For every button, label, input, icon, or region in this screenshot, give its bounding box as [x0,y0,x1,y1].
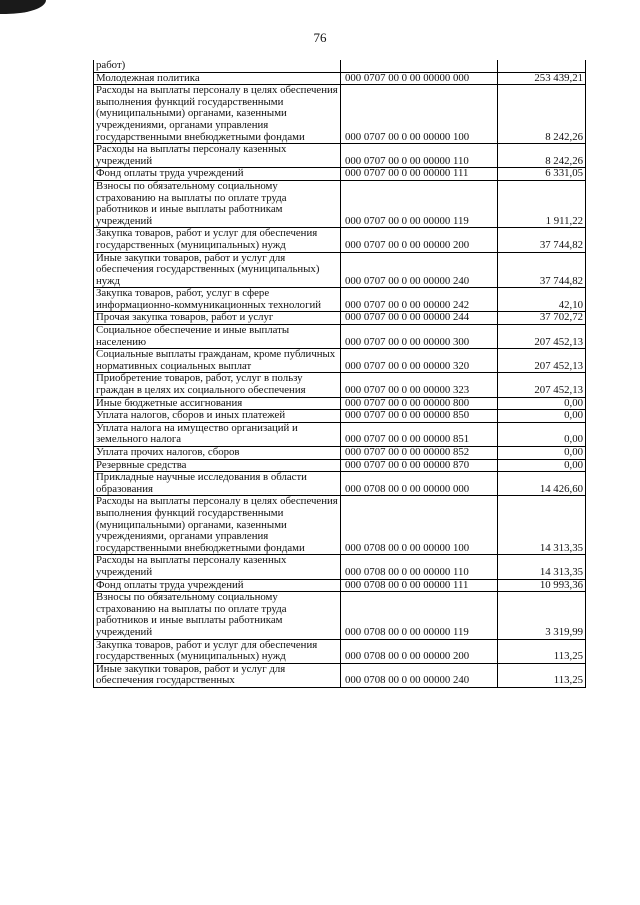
row-name: Взносы по обязательному социальному страхованию на выплаты по оплате труда работников и иные выплаты работникам учреждений [94,592,341,639]
row-amount: 8 242,26 [498,144,586,168]
table-row [94,397,586,410]
row-amount: 0,00 [498,410,586,423]
row-amount: 6 331,05 [498,168,586,181]
row-amount: 14 313,35 [498,555,586,579]
table-row [94,422,586,446]
table-row [94,85,586,144]
row-code: 000 0708 00 0 00 00000 240 [341,663,498,687]
row-code: 000 0707 00 0 00 00000 111 [341,168,498,181]
row-amount: 14 313,35 [498,496,586,555]
row-name: Фонд оплаты труда учреждений [94,579,341,592]
scan-corner-mark [0,0,46,14]
page-number: 76 [313,30,327,45]
row-amount: 113,25 [498,639,586,663]
row-code [341,60,498,72]
row-name: Иные закупки товаров, работ и услуг для обеспечения государственных [94,663,341,687]
row-amount: 207 452,13 [498,349,586,373]
row-name: Закупка товаров, работ и услуг для обеспечения государственных (муниципальных) нужд [94,228,341,252]
row-amount: 3 319,99 [498,592,586,639]
row-code: 000 0707 00 0 00 00000 000 [341,72,498,85]
row-code: 000 0707 00 0 00 00000 119 [341,180,498,227]
row-code: 000 0708 00 0 00 00000 110 [341,555,498,579]
budget-table-body [94,60,586,687]
row-name: Уплата налогов, сборов и иных платежей [94,410,341,423]
row-amount: 0,00 [498,447,586,460]
table-row [94,349,586,373]
row-code: 000 0708 00 0 00 00000 000 [341,472,498,496]
row-name: Молодежная политика [94,72,341,85]
table-row [94,447,586,460]
row-code: 000 0707 00 0 00 00000 240 [341,252,498,288]
table-row [94,555,586,579]
table-row [94,180,586,227]
table-row [94,312,586,325]
row-name: работ) [94,60,341,72]
row-code: 000 0707 00 0 00 00000 244 [341,312,498,325]
row-name: Социальные выплаты гражданам, кроме публичных нормативных социальных выплат [94,349,341,373]
row-code: 000 0707 00 0 00 00000 100 [341,85,498,144]
row-code: 000 0707 00 0 00 00000 320 [341,349,498,373]
row-name: Закупка товаров, работ и услуг для обеспечения государственных (муниципальных) нужд [94,639,341,663]
table-row [94,60,586,72]
row-name: Расходы на выплаты персоналу казенных учреждений [94,555,341,579]
table-row [94,252,586,288]
row-name: Взносы по обязательному социальному страхованию на выплаты по оплате труда работников и иные выплаты работникам учреждений [94,180,341,227]
table-row [94,144,586,168]
table-row [94,592,586,639]
row-code: 000 0707 00 0 00 00000 800 [341,397,498,410]
row-amount: 37 744,82 [498,252,586,288]
table-row [94,288,586,312]
row-name: Расходы на выплаты персоналу казенных учреждений [94,144,341,168]
row-amount: 1 911,22 [498,180,586,227]
table-row [94,459,586,472]
row-name: Расходы на выплаты персоналу в целях обеспечения выполнения функций государственными (муниципальными) органами, казенными учреждениями, органами управления государственными внебюджетными фондами [94,496,341,555]
row-amount: 0,00 [498,422,586,446]
row-code: 000 0707 00 0 00 00000 852 [341,447,498,460]
row-amount: 10 993,36 [498,579,586,592]
table-row [94,472,586,496]
row-name: Резервные средства [94,459,341,472]
row-amount: 42,10 [498,288,586,312]
row-code: 000 0708 00 0 00 00000 200 [341,639,498,663]
row-code: 000 0708 00 0 00 00000 119 [341,592,498,639]
row-name: Расходы на выплаты персоналу в целях обеспечения выполнения функций государственными (муниципальными) органами, казенными учреждениями, органами управления государственными внебюджетными фондами [94,85,341,144]
table-row [94,168,586,181]
table-row [94,325,586,349]
table-row [94,410,586,423]
row-amount: 207 452,13 [498,325,586,349]
row-name: Прочая закупка товаров, работ и услуг [94,312,341,325]
row-code: 000 0707 00 0 00 00000 110 [341,144,498,168]
row-amount: 37 744,82 [498,228,586,252]
table-row [94,72,586,85]
row-amount: 113,25 [498,663,586,687]
row-name: Иные бюджетные ассигнования [94,397,341,410]
row-amount: 253 439,21 [498,72,586,85]
row-name: Уплата налога на имущество организаций и земельного налога [94,422,341,446]
row-code: 000 0707 00 0 00 00000 200 [341,228,498,252]
row-code: 000 0707 00 0 00 00000 851 [341,422,498,446]
row-amount: 37 702,72 [498,312,586,325]
row-code: 000 0707 00 0 00 00000 850 [341,410,498,423]
row-name: Прикладные научные исследования в области образования [94,472,341,496]
budget-table [93,60,586,688]
row-code: 000 0707 00 0 00 00000 870 [341,459,498,472]
row-name: Уплата прочих налогов, сборов [94,447,341,460]
row-code: 000 0707 00 0 00 00000 300 [341,325,498,349]
row-code: 000 0708 00 0 00 00000 100 [341,496,498,555]
row-name: Закупка товаров, работ, услуг в сфере информационно-коммуникационных технологий [94,288,341,312]
table-row [94,663,586,687]
table-row [94,496,586,555]
table-row [94,579,586,592]
row-amount: 8 242,26 [498,85,586,144]
row-code: 000 0707 00 0 00 00000 323 [341,373,498,397]
row-code: 000 0708 00 0 00 00000 111 [341,579,498,592]
row-name: Социальное обеспечение и иные выплаты населению [94,325,341,349]
table-row [94,639,586,663]
row-code: 000 0707 00 0 00 00000 242 [341,288,498,312]
table-row [94,373,586,397]
row-amount: 14 426,60 [498,472,586,496]
row-amount [498,60,586,72]
table-row [94,228,586,252]
row-amount: 0,00 [498,459,586,472]
row-amount: 207 452,13 [498,373,586,397]
row-amount: 0,00 [498,397,586,410]
row-name: Фонд оплаты труда учреждений [94,168,341,181]
row-name: Приобретение товаров, работ, услуг в пользу граждан в целях их социального обеспечения [94,373,341,397]
row-name: Иные закупки товаров, работ и услуг для обеспечения государственных (муниципальных) нужд [94,252,341,288]
